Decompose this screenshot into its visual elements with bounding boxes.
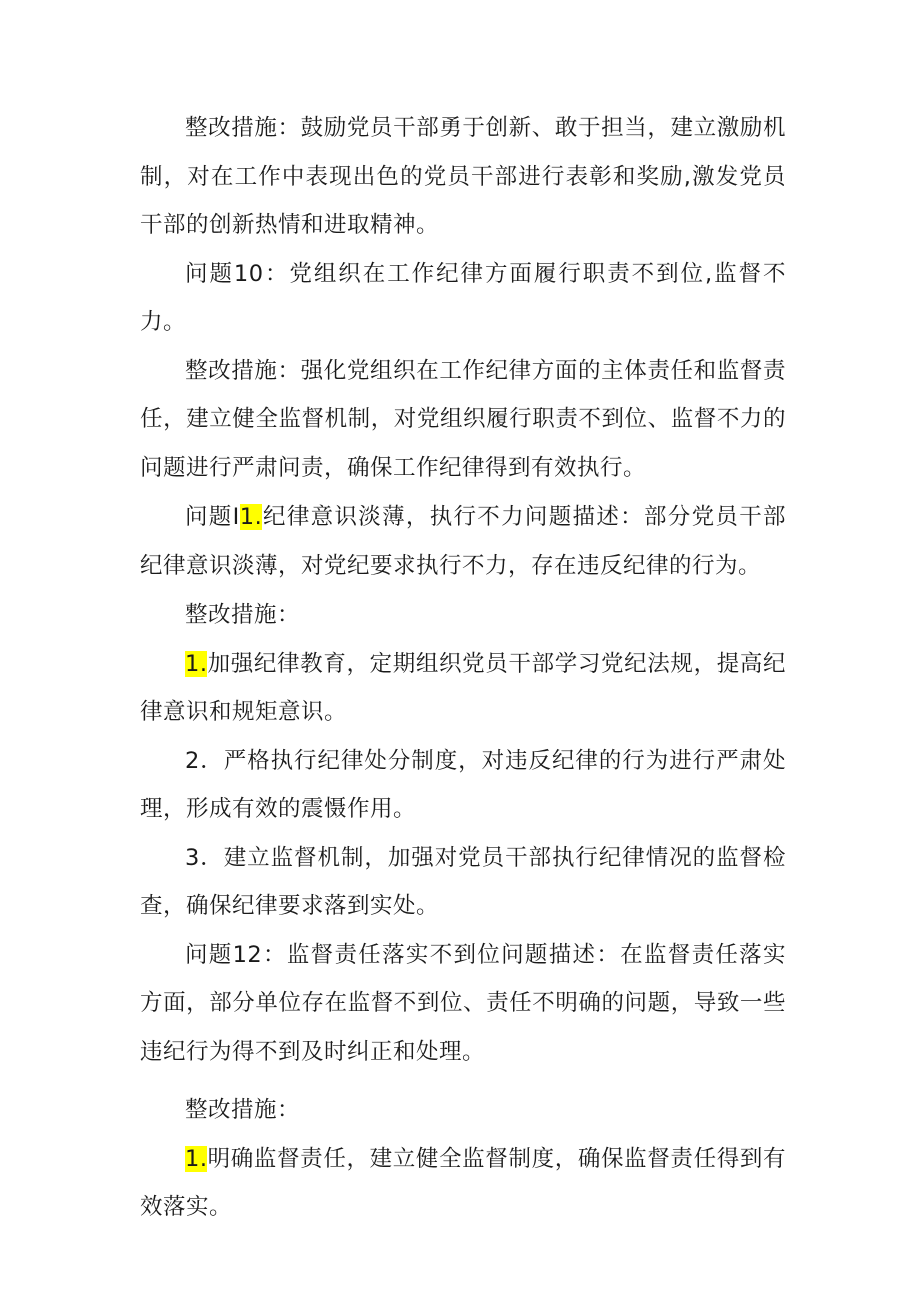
text-segment: 加强纪律教育，定期组织党员干部学习党纪法规，提高纪律意识和规矩意识。 <box>140 650 786 725</box>
text-segment: 整改措施： <box>185 1097 301 1123</box>
text-segment: 纪律意识淡薄，执行不力问题描述：部分党员干部纪律意识淡薄，对党纪要求执行不力，存在违反纪律的行为。 <box>140 504 786 579</box>
paragraph-measures-heading-2 <box>140 1086 786 1135</box>
document-page <box>140 104 786 1232</box>
highlighted-number: 1. <box>185 1145 208 1172</box>
paragraph-measure-2 <box>140 737 786 834</box>
paragraph-measure-3 <box>140 834 786 931</box>
text-segment: 问题12：监督责任落实不到位问题描述：在监督责任落实方面，部分单位存在监督不到位、责任不明确的问题，导致一些违纪行为得不到及时纠正和处理。 <box>140 941 786 1065</box>
paragraph-measure-1-b <box>140 1135 786 1232</box>
paragraph-issue-11 <box>140 493 786 590</box>
paragraph-issue-10-measures <box>140 347 786 493</box>
paragraph-measure-1 <box>140 640 786 737</box>
paragraph-issue-10 <box>140 250 786 347</box>
highlighted-number: 1. <box>239 504 263 530</box>
text-segment: 明确监督责任，建立健全监督制度，确保监督责任得到有效落实。 <box>140 1145 786 1220</box>
text-segment: 整改措施： <box>185 602 301 628</box>
text-segment: 整改措施：鼓励党员干部勇于创新、敢于担当，建立激励机制，对在工作中表现出色的党员干部进行表彰和奖励,激发党员干部的创新热情和进取精神。 <box>140 115 786 238</box>
highlighted-number: 1. <box>185 650 208 677</box>
paragraph-incentive-measures <box>140 104 786 250</box>
text-segment: 问题10：党组织在工作纪律方面履行职责不到位,监督不力。 <box>140 260 786 335</box>
text-segment: 整改措施：强化党组织在工作纪律方面的主体责任和监督责任，建立健全监督机制，对党组织履行职责不到位、监督不力的问题进行严肃问责，确保工作纪律得到有效执行。 <box>140 357 786 481</box>
text-segment: 问题I <box>185 504 240 530</box>
text-segment: 3．建立监督机制，加强对党员干部执行纪律情况的监督检查，确保纪律要求落到实处。 <box>140 844 786 919</box>
text-segment: 2．严格执行纪律处分制度，对违反纪律的行为进行严肃处理，形成有效的震慑作用。 <box>140 747 786 822</box>
paragraph-measures-heading <box>140 591 786 640</box>
paragraph-issue-12 <box>140 931 786 1077</box>
